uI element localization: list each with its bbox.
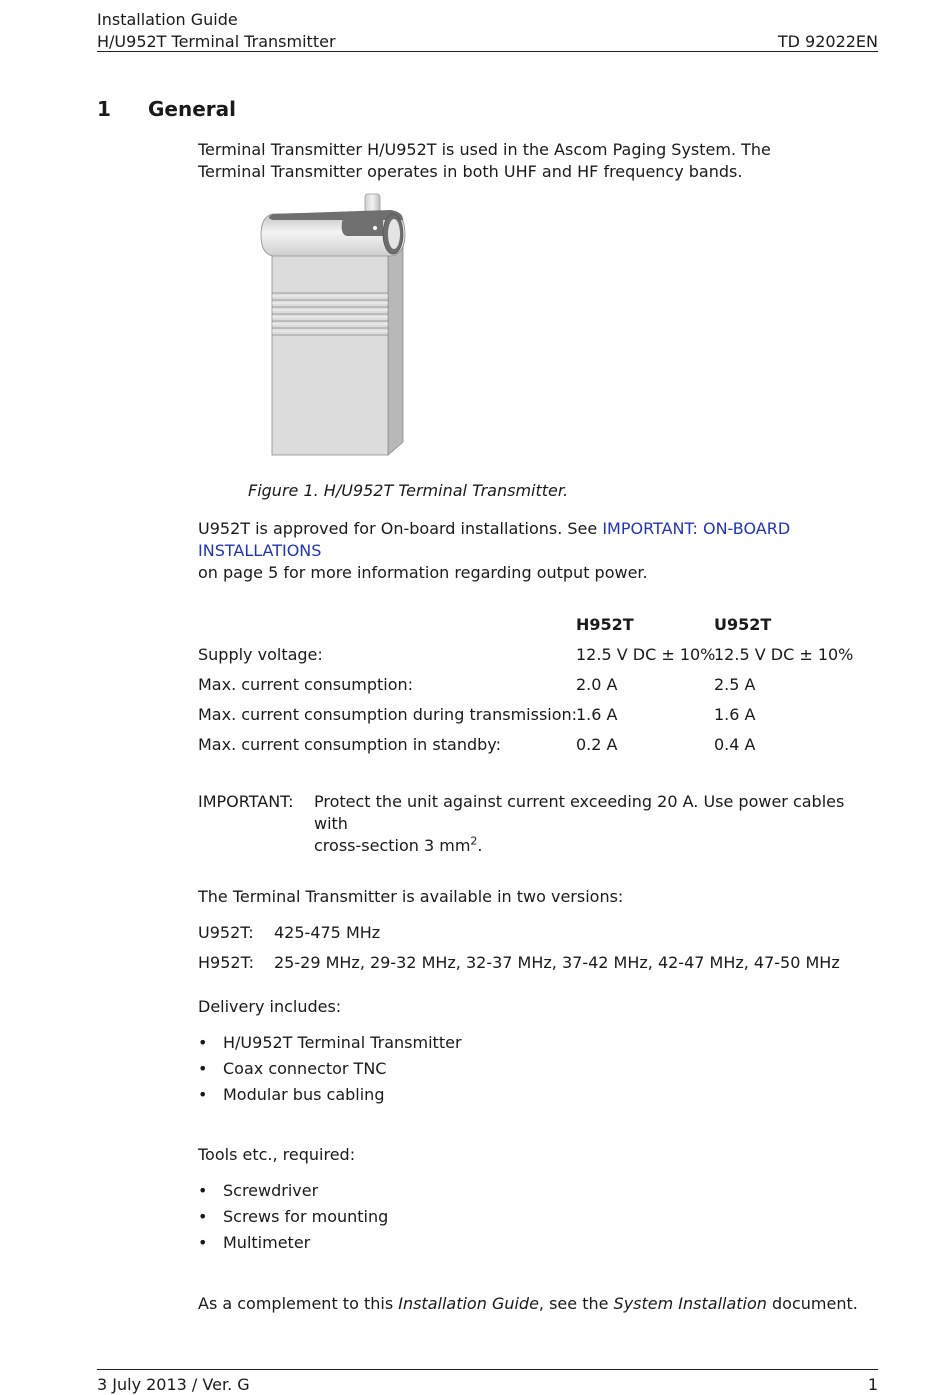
versions-intro: The Terminal Transmitter is available in two versions:	[198, 887, 624, 906]
figure-caption: Figure 1. H/U952T Terminal Transmitter.	[248, 481, 569, 500]
table-row-label: Max. current consumption:	[198, 675, 414, 694]
table-cell-u952t: 1.6 A	[714, 705, 756, 724]
section-number: 1	[97, 97, 111, 121]
list-item: • Modular bus cabling	[198, 1085, 385, 1104]
list-item: • H/U952T Terminal Transmitter	[198, 1033, 462, 1052]
table-cell-h952t: 1.6 A	[576, 705, 618, 724]
list-item: • Multimeter	[198, 1233, 311, 1252]
table-cell-h952t: 0.2 A	[576, 735, 618, 754]
complement-paragraph: As a complement to this Installation Guide, see the System Installation document.	[198, 1294, 858, 1313]
table-row-label: Max. current consumption in standby:	[198, 735, 501, 754]
list-item: • Coax connector TNC	[198, 1059, 387, 1078]
table-header-u952t: U952T	[714, 615, 772, 634]
list-item: • Screwdriver	[198, 1181, 319, 1200]
table-cell-u952t: 2.5 A	[714, 675, 756, 694]
tools-title: Tools etc., required:	[198, 1145, 356, 1164]
header-product: H/U952T Terminal Transmitter	[97, 32, 336, 51]
version-frequency: 425-475 MHz	[274, 923, 381, 942]
version-frequency: 25-29 MHz, 29-32 MHz, 32-37 MHz, 37-42 MHz, 42-47 MHz, 47-50 MHz	[274, 953, 840, 972]
list-item: • Screws for mounting	[198, 1207, 389, 1226]
footer-rule	[97, 1369, 878, 1370]
page-number: 1	[867, 1375, 878, 1394]
table-row-label: Max. current consumption during transmission:	[198, 705, 578, 724]
section-title: General	[148, 97, 236, 121]
table-header-h952t: H952T	[576, 615, 634, 634]
delivery-title: Delivery includes:	[198, 997, 342, 1016]
approval-paragraph: U952T is approved for On-board installations. See IMPORTANT: ON-BOARD INSTALLATIONS on page 5 for more information regarding output power.	[198, 519, 791, 582]
header-rule	[97, 51, 878, 52]
important-onboard-link[interactable]: IMPORTANT: ON-BOARD INSTALLATIONS	[198, 519, 791, 560]
table-cell-u952t: 12.5 V DC ± 10%	[714, 645, 854, 664]
table-cell-u952t: 0.4 A	[714, 735, 756, 754]
header-doc-number: TD 92022EN	[777, 32, 878, 51]
header-doc-type: Installation Guide	[97, 10, 238, 29]
footer-date-version: 3 July 2013 / Ver. G	[97, 1375, 250, 1394]
intro-paragraph: Terminal Transmitter H/U952T is used in the Ascom Paging System. The Terminal Transmitter operates in both UHF and HF frequency bands.	[198, 140, 771, 181]
important-note: Protect the unit against current exceeding 20 A. Use power cables with cross-section 3 $mm^2$.	[314, 792, 845, 855]
table-cell-h952t: 2.0 A	[576, 675, 618, 694]
table-cell-h952t: 12.5 V DC ± 10%	[576, 645, 716, 664]
table-row-label: Supply voltage:	[198, 645, 323, 664]
important-label: IMPORTANT:	[198, 792, 294, 811]
version-model: H952T:	[198, 953, 254, 972]
transmitter-illustration	[255, 190, 415, 460]
version-model: U952T:	[198, 923, 254, 942]
